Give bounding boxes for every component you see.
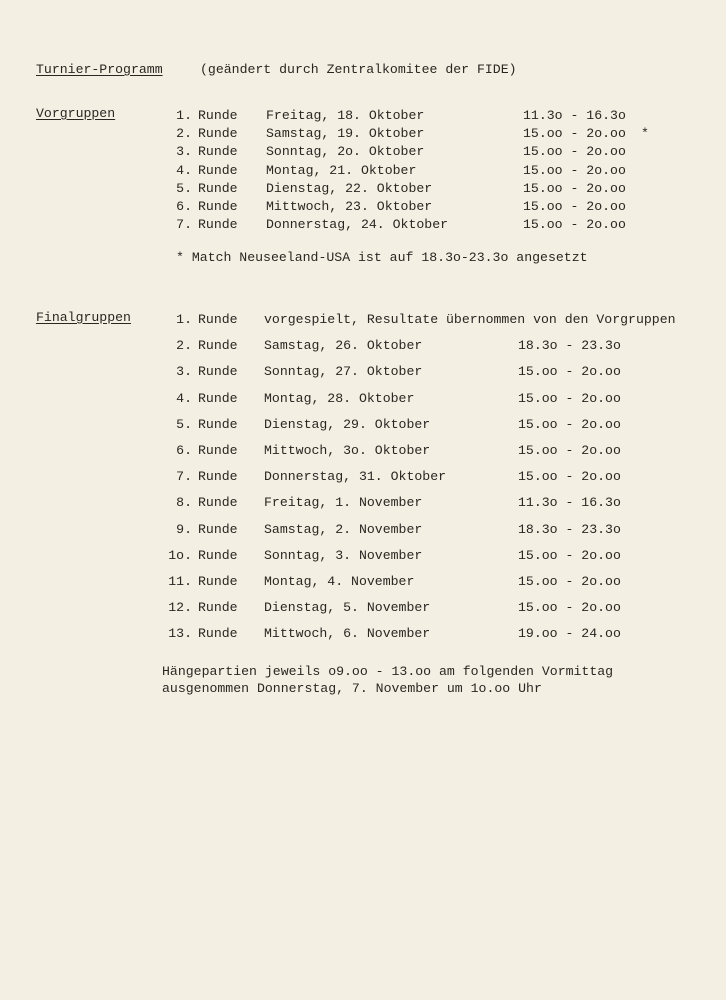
- round-label: Runde: [198, 108, 238, 123]
- schedule-row: [0, 626, 726, 642]
- round-date: Samstag, 19. Oktober: [266, 126, 425, 142]
- round-number: 9.: [176, 521, 192, 537]
- round-number: 7.: [176, 217, 192, 233]
- round-time: 15.oo - 2o.oo: [518, 469, 621, 485]
- round-date: Montag, 28. Oktober: [264, 390, 415, 406]
- haengepartien-note-line-2: ausgenommen Donnerstag, 7. November um 1o.oo Uhr: [162, 681, 542, 696]
- round-number: 1.: [176, 312, 192, 327]
- round-label: Runde: [198, 469, 238, 485]
- round-label: Runde: [198, 547, 238, 563]
- round-label: Runde: [198, 312, 238, 327]
- round-label: Runde: [198, 162, 238, 178]
- schedule-row: [0, 522, 726, 538]
- round-time: 18.3o - 23.3o: [518, 338, 621, 354]
- schedule-row: [0, 417, 726, 433]
- round-date: Samstag, 2. November: [264, 521, 423, 537]
- round-date: Freitag, 1. November: [264, 495, 423, 511]
- schedule-row: [0, 312, 726, 328]
- round-date: Sonntag, 2o. Oktober: [266, 144, 425, 160]
- section-label-finalgruppen: Finalgruppen: [36, 310, 131, 325]
- round-number: 4.: [176, 390, 192, 406]
- round-number: 1o.: [168, 547, 192, 563]
- round-date: Mittwoch, 23. Oktober: [266, 199, 433, 214]
- round-time: 15.oo - 2o.oo: [523, 180, 626, 196]
- schedule-row: [0, 574, 726, 590]
- round-time: 15.oo - 2o.oo: [518, 364, 621, 380]
- round-date: Dienstag, 5. November: [264, 600, 431, 616]
- round-time: 15.oo - 2o.oo: [518, 416, 621, 432]
- round-time: 15.oo - 2o.oo: [523, 144, 626, 160]
- round-date: Montag, 21. Oktober: [266, 162, 417, 178]
- haengepartien-note-line-1: Hängepartien jeweils o9.oo - 13.oo am folgenden Vormittag: [162, 664, 614, 679]
- round-label: Runde: [198, 199, 238, 214]
- schedule-row: [0, 126, 726, 142]
- round-number: 3.: [176, 144, 192, 160]
- schedule-row: [0, 391, 726, 407]
- schedule-row: [0, 338, 726, 354]
- round-time: 19.oo - 24.oo: [518, 626, 621, 642]
- round-number: 12.: [168, 600, 192, 616]
- round-number: 11.: [168, 574, 192, 589]
- round-label: Runde: [198, 416, 238, 432]
- round-number: 13.: [168, 626, 192, 642]
- round-date: Sonntag, 27. Oktober: [264, 364, 423, 380]
- round-number: 6.: [176, 443, 192, 458]
- round-label: Runde: [198, 574, 238, 589]
- round-time: 18.3o - 23.3o: [518, 521, 621, 537]
- document-title: Turnier-Programm: [36, 62, 163, 77]
- schedule-row: [0, 495, 726, 511]
- round-number: 5.: [176, 416, 192, 432]
- round-date: Mittwoch, 3o. Oktober: [264, 443, 431, 458]
- vorgruppen-footnote: * Match Neuseeland-USA ist auf 18.3o-23.3o angesetzt: [176, 250, 588, 265]
- round-date: Dienstag, 29. Oktober: [264, 416, 431, 432]
- round-date: Montag, 4. November: [264, 574, 415, 589]
- round-time: 15.oo - 2o.oo: [523, 217, 626, 233]
- round-number: 4.: [176, 162, 192, 178]
- schedule-row: [0, 469, 726, 485]
- round-number: 5.: [176, 180, 192, 196]
- round-label: Runde: [198, 626, 238, 642]
- round-number: 2.: [176, 126, 192, 142]
- schedule-row: [0, 364, 726, 380]
- round-date: Dienstag, 22. Oktober: [266, 180, 433, 196]
- schedule-row: [0, 163, 726, 179]
- round-number: 3.: [176, 364, 192, 380]
- round-footnote-mark: *: [641, 126, 649, 142]
- round-label: Runde: [198, 217, 238, 233]
- round-number: 1.: [176, 108, 192, 123]
- round-date: Sonntag, 3. November: [264, 547, 423, 563]
- round-label: Runde: [198, 364, 238, 380]
- round-date: Mittwoch, 6. November: [264, 626, 431, 642]
- document-subtitle: (geändert durch Zentralkomitee der FIDE): [200, 62, 517, 77]
- round-number: 8.: [176, 495, 192, 511]
- round-time: 15.oo - 2o.oo: [518, 600, 621, 616]
- round-label: Runde: [198, 180, 238, 196]
- round-label: Runde: [198, 521, 238, 537]
- round-date: Donnerstag, 24. Oktober: [266, 217, 449, 233]
- round-time: 15.oo - 2o.oo: [523, 162, 626, 178]
- round-time: 11.3o - 16.3o: [518, 495, 621, 511]
- round-time: 15.oo - 2o.oo: [518, 574, 621, 589]
- schedule-row: [0, 108, 726, 124]
- round-date: vorgespielt, Resultate übernommen von den Vorgruppen: [264, 312, 676, 327]
- round-label: Runde: [198, 600, 238, 616]
- round-time: 11.3o - 16.3o: [523, 108, 626, 123]
- schedule-row: [0, 217, 726, 233]
- round-time: 15.oo - 2o.oo: [518, 547, 621, 563]
- round-number: 6.: [176, 199, 192, 214]
- round-date: Donnerstag, 31. Oktober: [264, 469, 447, 485]
- round-date: Freitag, 18. Oktober: [266, 108, 425, 123]
- schedule-row: [0, 181, 726, 197]
- section-label-vorgruppen: Vorgruppen: [36, 106, 116, 121]
- schedule-row: [0, 144, 726, 160]
- schedule-row: [0, 600, 726, 616]
- round-time: 15.oo - 2o.oo: [518, 390, 621, 406]
- schedule-row: [0, 199, 726, 215]
- round-label: Runde: [198, 126, 238, 142]
- round-time: 15.oo - 2o.oo: [523, 126, 626, 142]
- round-label: Runde: [198, 144, 238, 160]
- round-number: 7.: [176, 469, 192, 485]
- round-label: Runde: [198, 443, 238, 458]
- round-time: 15.oo - 2o.oo: [523, 199, 626, 214]
- round-label: Runde: [198, 495, 238, 511]
- schedule-row: [0, 548, 726, 564]
- round-time: 15.oo - 2o.oo: [518, 443, 621, 458]
- round-date: Samstag, 26. Oktober: [264, 338, 423, 354]
- round-number: 2.: [176, 338, 192, 354]
- schedule-row: [0, 443, 726, 459]
- round-label: Runde: [198, 338, 238, 354]
- round-label: Runde: [198, 390, 238, 406]
